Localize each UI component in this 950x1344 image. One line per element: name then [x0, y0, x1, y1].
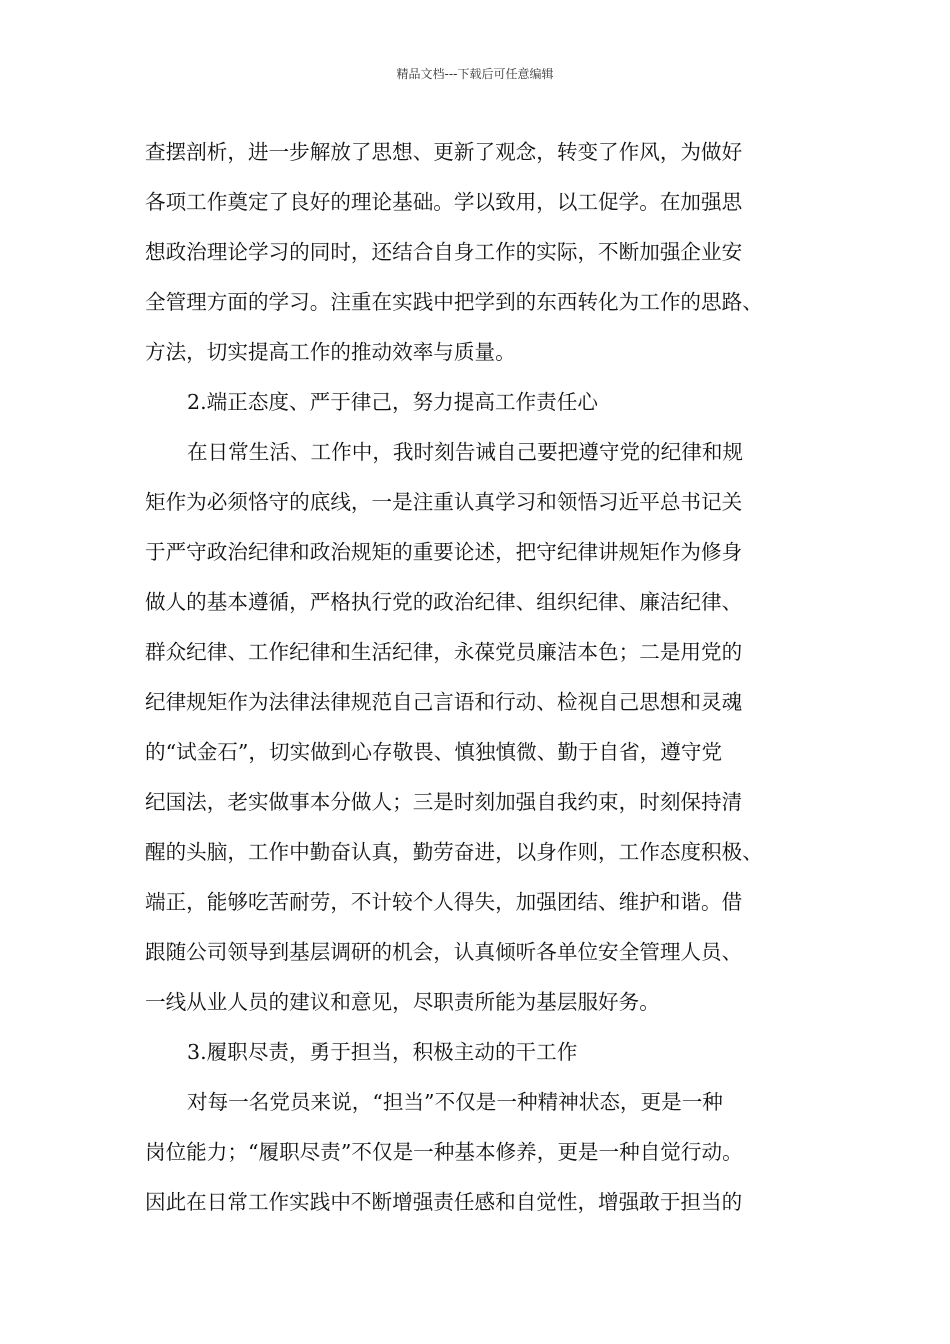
document-body	[145, 127, 813, 1227]
text-line: 矩作为必须恪守的底线，一是注重认真学习和领悟习近平总书记关	[145, 490, 743, 514]
text-line: 于严守政治纪律和政治规矩的重要论述，把守纪律讲规矩作为修身	[145, 540, 743, 564]
paragraph-first-line: 在日常生活、工作中，我时刻告诫自己要把遵守党的纪律和规	[187, 440, 744, 464]
paragraph-first-line: 3.履职尽责，勇于担当，积极主动的干工作	[187, 1040, 578, 1064]
text-line: 方法，切实提高工作的推动效率与质量。	[145, 340, 516, 364]
text-line: 纪国法，老实做事本分做人；三是时刻加强自我约束，时刻保持清	[145, 790, 743, 814]
text-line: 各项工作奠定了良好的理论基础。学以致用，以工促学。在加强思	[145, 190, 743, 214]
paragraph-first-line: 2.端正态度、严于律己，努力提高工作责任心	[187, 390, 598, 414]
text-line: 的“试金石”，切实做到心存敬畏、慎独慎微、勤于自省，遵守党	[145, 740, 723, 764]
text-line: 岗位能力；“履职尽责”不仅是一种基本修养，更是一种自觉行动。	[145, 1140, 743, 1164]
text-line: 醒的头脑，工作中勤奋认真，勤劳奋进，以身作则，工作态度积极、	[145, 840, 763, 864]
text-line: 端正，能够吃苦耐劳，不计较个人得失，加强团结、维护和谐。借	[145, 890, 743, 914]
text-line: 查摆剖析，进一步解放了思想、更新了观念，转变了作风，为做好	[145, 140, 743, 164]
text-line: 一线从业人员的建议和意见，尽职责所能为基层服好务。	[145, 990, 660, 1014]
text-line: 想政治理论学习的同时，还结合自身工作的实际，不断加强企业安	[145, 240, 743, 264]
text-line: 纪律规矩作为法律法律规范自己言语和行动、检视自己思想和灵魂	[145, 690, 743, 714]
paragraph-first-line: 对每一名党员来说，“担当”不仅是一种精神状态，更是一种	[187, 1090, 723, 1114]
text-line: 跟随公司领导到基层调研的机会，认真倾听各单位安全管理人员、	[145, 940, 743, 964]
text-line: 因此在日常工作实践中不断增强责任感和自觉性，增强敢于担当的	[145, 1190, 743, 1214]
text-line: 做人的基本遵循，严格执行党的政治纪律、组织纪律、廉洁纪律、	[145, 590, 743, 614]
page-header: 精品文档---下载后可任意编辑	[396, 67, 554, 81]
text-line: 群众纪律、工作纪律和生活纪律，永葆党员廉洁本色；二是用党的	[145, 640, 743, 664]
text-line: 全管理方面的学习。注重在实践中把学到的东西转化为工作的思路、	[145, 290, 763, 314]
